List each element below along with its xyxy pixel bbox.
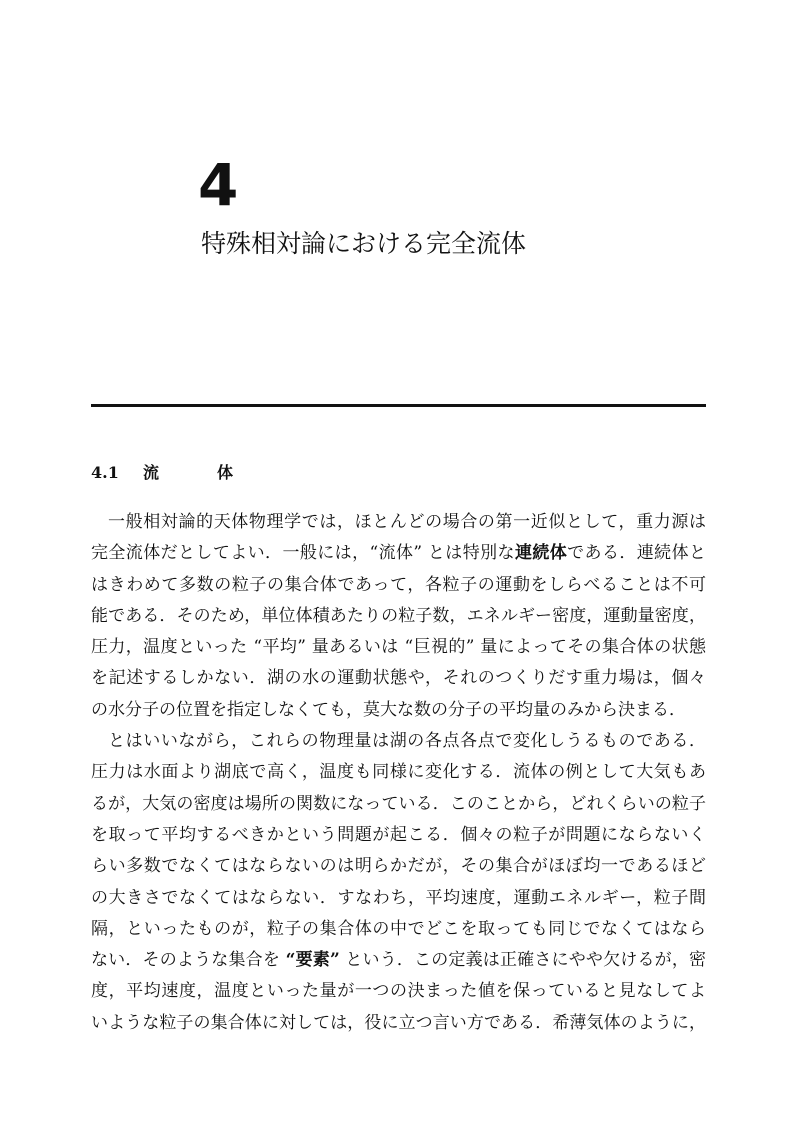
text-line	[91, 883, 706, 914]
text-segment: いような粒子の集合体に対しては，役に立つ言い方である．希薄気体のように，	[91, 1012, 706, 1033]
text-segment: らい多数でなくてはならないのは明らかだが，その集合がほぼ均一であるほど	[91, 856, 706, 877]
section-title: 流体	[143, 463, 292, 482]
text-line	[91, 1008, 706, 1039]
text-segment: の水分子の位置を指定しなくても，莫大な数の分子の平均量のみから決まる．	[91, 699, 686, 720]
chapter-title: 特殊相対論における完全流体	[201, 229, 527, 258]
paragraph	[91, 726, 706, 1039]
body-text	[91, 507, 706, 1039]
text-segment: という．この定義は正確さにやや欠けるが，密	[339, 950, 706, 971]
paragraph	[91, 507, 706, 726]
text-line	[91, 757, 706, 788]
text-line	[91, 851, 706, 882]
text-segment: 圧力は水面より湖底で高く，温度も同様に変化する．流体の例として大気もあ	[91, 762, 706, 783]
text-line	[91, 976, 706, 1007]
text-segment: とはいいながら，これらの物理量は湖の各点各点で変化しうるものである．	[108, 731, 706, 752]
emphasized-term: 連続体	[514, 543, 568, 564]
text-segment: を記述するしかない．湖の水の運動状態や，それのつくりだす重力場は，個々	[91, 668, 706, 689]
text-segment: 隔，といったものが，粒子の集合体の中でどこを取っても同じでなくてはなら	[91, 918, 706, 939]
text-line	[91, 632, 706, 663]
text-line	[91, 945, 706, 976]
text-segment: 完全流体だとしてよい．一般には，“流体” とは特別な	[91, 543, 515, 564]
text-line	[91, 820, 706, 851]
text-segment: 一般相対論的天体物理学では，ほとんどの場合の第一近似として，重力源は	[108, 512, 706, 532]
text-line	[91, 538, 706, 569]
text-segment: はきわめて多数の粒子の集合体であって，各粒子の運動をしらべることは不可	[91, 574, 706, 595]
text-segment: ない．そのような集合を	[91, 950, 286, 971]
text-line	[91, 601, 706, 632]
text-segment: 能である．そのため，単位体積あたりの粒子数，エネルギー密度，運動量密度，	[91, 605, 706, 626]
chapter-number: 4	[198, 151, 238, 219]
text-line	[91, 695, 706, 726]
chapter-divider-rule	[91, 404, 706, 407]
text-line	[91, 663, 706, 694]
text-segment: 度，平均速度，温度といった量が一つの決まった値を保っていると見なしてよ	[91, 981, 706, 1002]
text-line	[91, 570, 706, 601]
text-segment: るが，大気の密度は場所の関数になっている．このことから，どれくらいの粒子	[91, 793, 706, 814]
text-line	[91, 507, 706, 538]
text-segment: である．連続体と	[567, 543, 706, 564]
section-number: 4.1	[91, 463, 119, 482]
text-line	[91, 726, 706, 757]
text-line	[91, 789, 706, 820]
text-segment: の大きさでなくてはならない．すなわち，平均速度，運動エネルギー，粒子間	[91, 887, 706, 908]
emphasized-term: “要素”	[285, 950, 340, 971]
text-line	[91, 914, 706, 945]
text-segment: 圧力，温度といった “平均” 量あるいは “巨視的” 量によってその集合体の状態	[91, 637, 706, 658]
text-segment: を取って平均するべきかという問題が起こる．個々の粒子が問題にならないく	[91, 824, 706, 845]
section-heading	[91, 458, 291, 488]
